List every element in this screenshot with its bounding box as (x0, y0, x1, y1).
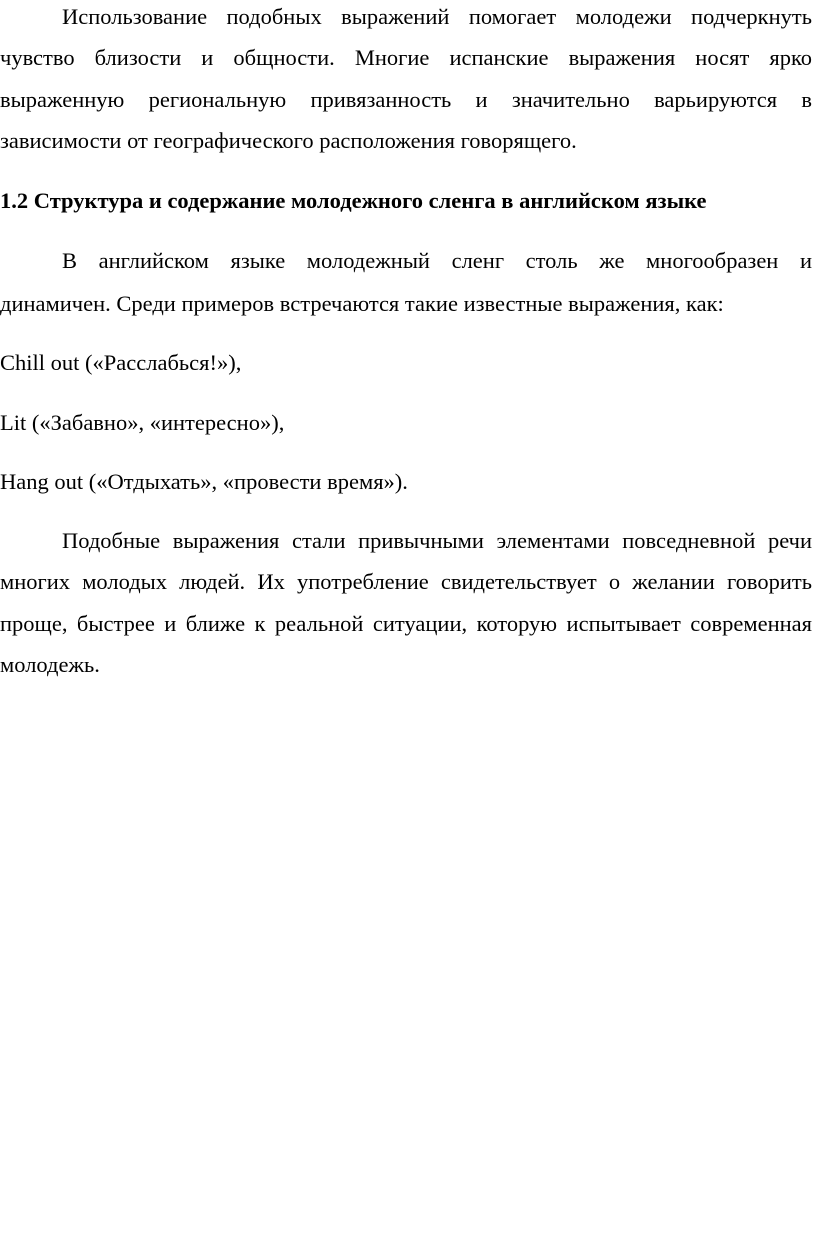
paragraph-line: молодежь. (0, 652, 100, 677)
paragraph-line: многих молодых людей. Их употребление свидетельствует о желании говорить (0, 569, 812, 594)
paragraph-line: чувство близости и общности. Многие испанские выражения носят ярко (0, 45, 812, 70)
section-heading: 1.2 Структура и содержание молодежного сленга в английском языке (0, 188, 707, 213)
paragraph-line: динамичен. Среди примеров встречаются такие известные выражения, как: (0, 291, 724, 316)
paragraph-line: В английском языке молодежный сленг столь же многообразен и (62, 248, 812, 273)
example-item: Hang out («Отдыхать», «провести время»). (0, 469, 408, 494)
paragraph-line: выраженную региональную привязанность и значительно варьируются в (0, 87, 812, 112)
paragraph-line: Подобные выражения стали привычными элементами повседневной речи (62, 528, 812, 553)
paragraph-line: Использование подобных выражений помогает молодежи подчеркнуть (62, 4, 812, 29)
paragraph-line: проще, быстрее и ближе к реальной ситуации, которую испытывает современная (0, 611, 812, 636)
paragraph-line: зависимости от географического расположения говорящего. (0, 128, 577, 153)
example-item: Chill out («Расслабься!»), (0, 350, 242, 375)
example-item: Lit («Забавно», «интересно»), (0, 410, 285, 435)
